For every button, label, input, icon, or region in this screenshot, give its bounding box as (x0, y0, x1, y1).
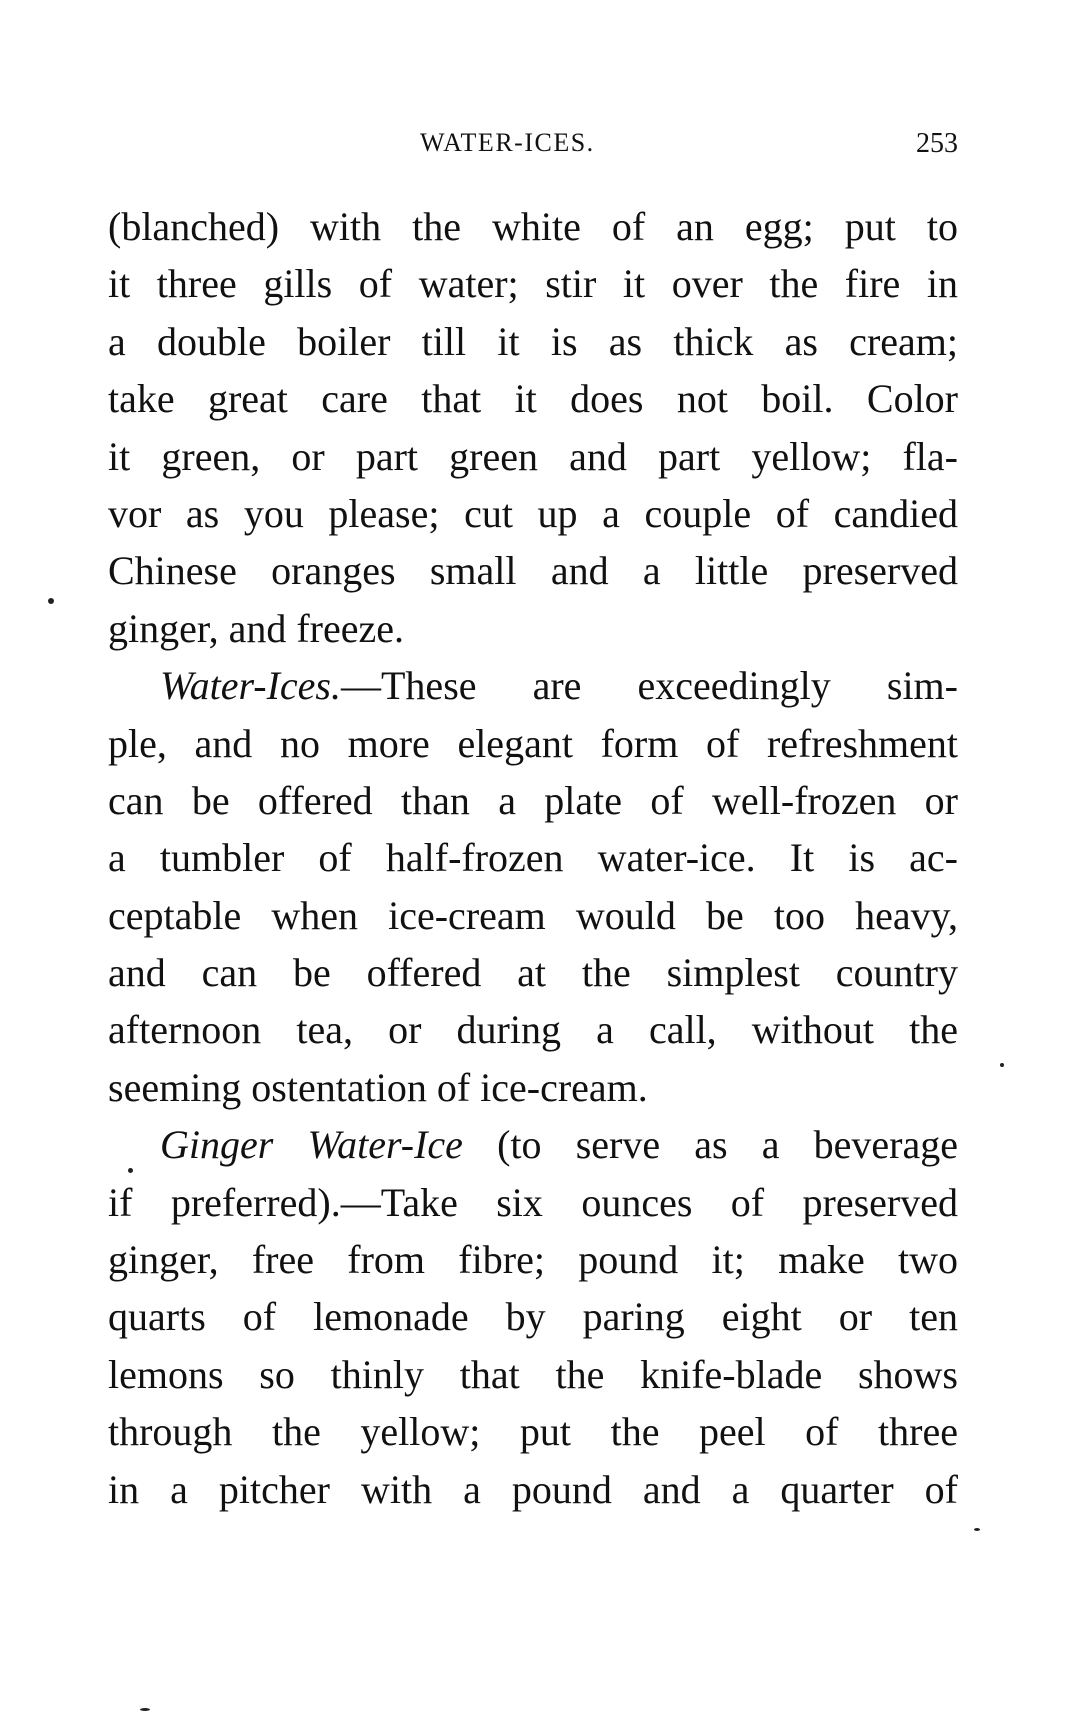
text-line: seeming ostentation of ice-cream. (108, 1064, 648, 1110)
text-run: —These are exceedingly sim- (341, 663, 958, 709)
text-line: take great care that it does not boil. Color (108, 376, 958, 422)
text-line: afternoon tea, or during a call, without the (108, 1007, 958, 1053)
scan-speck (974, 1528, 980, 1531)
text-line: (blanched) with the white of an egg; put to (108, 204, 958, 249)
page-number: 253 (916, 128, 958, 159)
text-line: vor as you please; cut up a couple of candied (108, 490, 958, 536)
text-line: it green, or part green and part yellow; fla- (108, 433, 958, 479)
text-line: ceptable when ice-cream would be too heavy, (108, 892, 958, 938)
text-line: through the yellow; put the peel of three (108, 1409, 958, 1455)
scan-speck (128, 1168, 133, 1173)
paragraph-first-line (108, 1116, 958, 1173)
running-head (108, 128, 958, 168)
text-line: Chinese oranges small and a little preserved (108, 548, 958, 594)
text-line: it three gills of water; stir it over the fire in (108, 261, 958, 307)
paragraph-first-line (108, 657, 958, 714)
section-heading-water-ices: Water-Ices. (160, 663, 341, 709)
text-line: a tumbler of half-frozen water-ice. It is ac- (108, 835, 958, 881)
text-line: in a pitcher with a pound and a quarter of (108, 1466, 958, 1512)
text-line: lemons so thinly that the knife-blade shows (108, 1351, 958, 1397)
section-heading-ginger-water-ice: Ginger Water-Ice (160, 1122, 463, 1168)
body-text (108, 198, 958, 1518)
text-run: (to serve as a beverage (462, 1122, 958, 1168)
text-line: quarts of lemonade by paring eight or ten (108, 1294, 958, 1340)
scan-speck (140, 1708, 150, 1711)
text-line: a double boiler till it is as thick as cream; (108, 318, 958, 364)
text-line: can be offered than a plate of well-frozen or (108, 777, 958, 823)
text-line: ginger, and freeze. (108, 605, 404, 651)
text-line: if preferred).—Take six ounces of preserved (108, 1179, 958, 1225)
text-line: and can be offered at the simplest country (108, 950, 958, 996)
scan-speck (48, 598, 54, 604)
text-line: ginger, free from fibre; pound it; make two (108, 1237, 958, 1283)
scan-speck (1000, 1063, 1004, 1067)
running-title: WATER-ICES. (420, 128, 595, 157)
text-line: ple, and no more elegant form of refreshment (108, 720, 958, 766)
